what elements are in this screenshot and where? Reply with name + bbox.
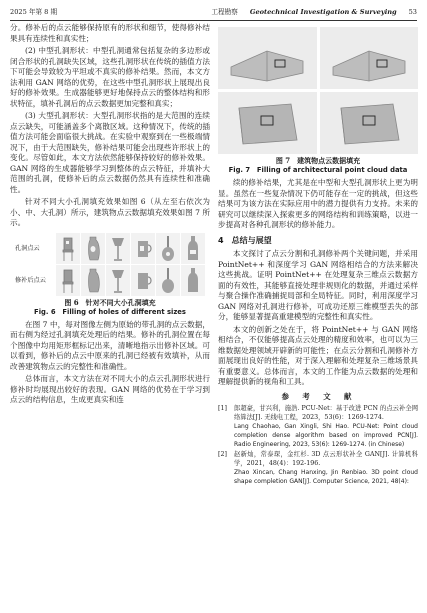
- row-label-hole-cloud: 孔洞点云: [15, 244, 40, 252]
- section-title: 4 总结与展望: [218, 235, 272, 245]
- journal-name-cn: 工程勘察: [211, 8, 238, 16]
- row-label-repaired-cloud: 修补后点云: [15, 276, 46, 284]
- page-number: 53: [408, 8, 417, 16]
- building-repaired-image-1: [320, 27, 419, 89]
- figure-6-caption-cn: 图 6 针对不同大小孔洞填充: [64, 297, 156, 307]
- paragraph: 续的修补结果，尤其是在中型和大型孔洞形状上更为明显。虽然在一些复杂情况下仍可能存在一定的挑战，但这些结果可为该方法在实际应用中的潜力提供有力支持。未来的研究可以继续深入探索更多的网络结构和训练策略，以进一步提高对各种孔洞形状的修补能力。: [218, 178, 418, 229]
- chair-repaired-image: [56, 265, 80, 296]
- paragraph: 针对不同大小孔洞填充效果如图 6（从左至右依次为小、中、大孔洞）所示，建筑物点云数据填充效果如图 7 所示。: [10, 197, 210, 227]
- paragraph: (2) 中型孔洞形状：中型孔洞通常包括复杂的多边形或闭合形状的孔洞缺失区域，这些孔洞形状在传统的插值方法下可能会导致较为平坦或不真实的修补结果。然而，本文方法利用 GAN 网络的优势，在这些中型孔洞形状上展现出良好的修补效果。生成器能够更好地保持点云的整体结构和形状特征，填补孔洞后的点云数据更加完整和真实；: [10, 46, 210, 108]
- building-hole-image-1: [218, 27, 317, 89]
- building-repaired-image-2: [320, 92, 419, 154]
- reference-number: [1]: [218, 405, 227, 412]
- bottle-repaired-image: [181, 265, 205, 296]
- figure-7: [218, 27, 418, 175]
- figure-6-caption-en: Fig. 6 Filling of holes of different sizes: [34, 307, 186, 316]
- lamp-hole-image: [106, 233, 130, 264]
- figure-7-caption-cn: 图 7 建筑物点云数据填充: [275, 156, 361, 165]
- paragraph: 本文的创新之处在于，将 PointNet++ 与 GAN 网络相结合，不仅能够提高点云处理的精度和效率，也可以为三维数据处理领域开辟新的可能性；在点云分割和孔洞修补方面展现出良好的性能，对于深入理解和处理复杂三维场景具有重要意义。总体而言，本文的工作能为点云数据的处理和理解提供新的视角和工具。: [218, 324, 418, 386]
- reference-item: [218, 450, 418, 486]
- bottle-hole-image: [181, 233, 205, 264]
- guitar-repaired-image: [156, 265, 180, 296]
- lamp-repaired-image: [106, 265, 130, 296]
- building-hole-image-2: [218, 92, 317, 154]
- right-column: [218, 23, 418, 487]
- reference-cn: 郎超豪，甘兴利，施浩. PCU-Net：基于改进 PCN 的点云补全网络算法[J]. 无线电工程，2023，53(6)：1269-1274.: [234, 405, 418, 421]
- reference-number: [2]: [218, 451, 227, 458]
- figure-7-grid: [218, 27, 418, 154]
- page-header: [10, 6, 417, 21]
- paragraph: 总体而言，本文方法在对不同大小的点云孔洞形状进行修补时均展现出较好的表现。GAN 网络的优势在于学习到点云的结构信息，生成更真实和连: [10, 374, 210, 404]
- reference-item: [218, 404, 418, 449]
- reference-cn: 赵新灿，常泰琛，金红杉. 3D 点云形状补全 GAN[J]. 计算机科学，2021，48(4)：192-196.: [234, 451, 418, 467]
- left-column: [10, 23, 210, 408]
- reference-en: Lang Chaohao, Gan Xingli, Shi Hao. PCU-Net: Point cloud completion dense algorithm based on improved PCN[J]. Radio Engineering, 2023, 53(6): 1269-1274. (in Chinese): [234, 423, 418, 448]
- vase-hole-image: [81, 233, 105, 264]
- paragraph: 在图 7 中，每对图像左侧为原始的带孔洞的点云数据，而右侧为经过孔洞填充处理后的结果。修补的孔洞位置在每个图像中均用矩形框标记出来，清晰地指示出修补区域。可以看到，修补后的点云中原来的孔洞已经被有效填补，从而改善建筑物点云的完整性和准确性。: [10, 319, 210, 371]
- journal-name-en: Geotechnical Investigation & Surveying: [249, 8, 397, 16]
- figure-7-caption-en: Fig. 7 Filling of architectural point cloud data: [228, 166, 408, 174]
- figure-6: [10, 233, 210, 317]
- header-right: [211, 6, 417, 20]
- paragraph: (3) 大型孔洞形状：大型孔洞形状指的是大范围的连续点云缺失，可能涵盖多个离散区域。这种情况下，传统的插值方法可能会面临很大挑战。在实验中观察到在一些极端情况下，由于大范围缺失，修补结果可能会出现些许形状上的变化。尽管如此，本文方法依然能够保持较好的修补效果。GAN 网络的生成器能够学习到整体的点云特征，并填补大范围的孔洞，使修补后的点云数据仍然具有连续性和准确性。: [10, 111, 210, 194]
- guitar-hole-image: [156, 233, 180, 264]
- reference-en: Zhao Xincan, Chang Hanxing, Jin Renbiao. 3D point cloud shape completion GAN[J]. Computer Science, 2021, 48(4):: [234, 469, 418, 485]
- cup-hole-image: [131, 233, 155, 264]
- cup-repaired-image: [131, 265, 155, 296]
- reference-body: [234, 450, 418, 486]
- references-title: 参 考 文 献: [281, 391, 355, 401]
- reference-body: [234, 404, 418, 449]
- issue-label: 2025 年第 8 期: [10, 8, 58, 16]
- chair-hole-image: [56, 233, 80, 264]
- paragraph: 分。修补后的点云能够保持原有的形状和细节，使得修补结果具有连续性和真实性；: [10, 23, 210, 43]
- paragraph: 本文探讨了点云分割和孔洞修补两个关键问题，并采用 PointNet++ 和深度学习 GAN 网络相结合的方法来解决这些挑战。证明 PointNet++ 在处理复杂三维点云数据方面的有效性，其能够直接处理非规则化的数据，并通过采样与聚合操作准确捕捉局部和全局特征。同时，利用深度学习 GAN 网络对孔洞进行修补，可成功还原三维模型丢失的部分，能够显著提高重建模型的完整性和真实性。: [218, 249, 418, 321]
- figure-6-grid: [10, 233, 210, 296]
- vase-repaired-image: [81, 265, 105, 296]
